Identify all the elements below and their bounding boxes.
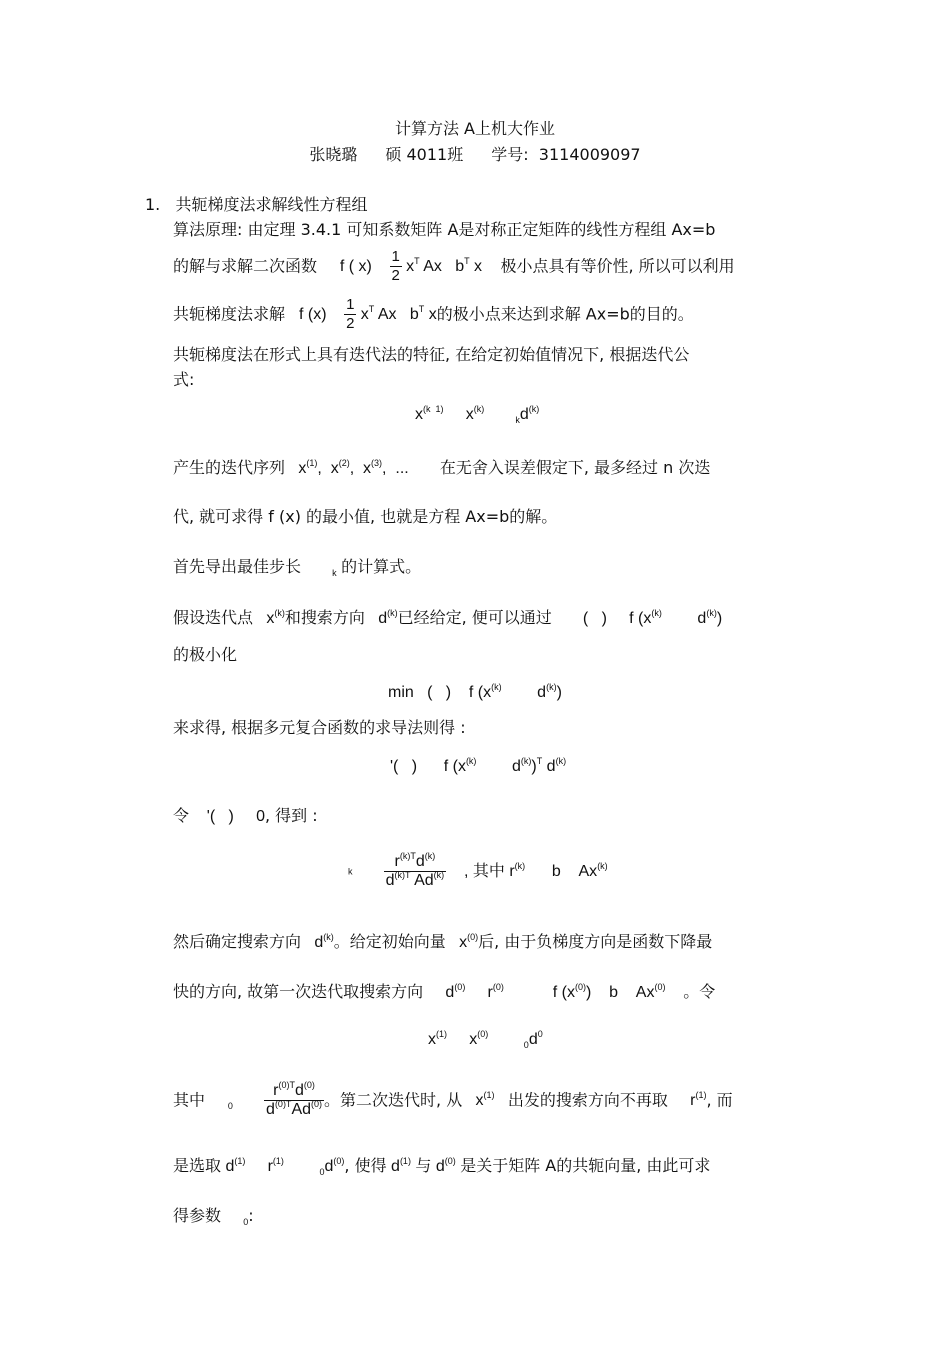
section-heading [145, 195, 368, 215]
paragraph-line: 然后确定搜索方向 $d^{(k)}$。给定初始向量 $x^{(0)}$后, 由于负梯度方向是函数下降最 [173, 932, 713, 951]
initial-direction-formula: $d^{(0)}$ $r^{(0)}$ f $(x^{(0)})$ b Ax$^{(0)}$ [423, 982, 666, 1001]
paragraph-line: 假设迭代点 $x^{(k)}$和搜索方向 $d^{(k)}$已经给定, 便可以通过 ( ) f ($x^{(k)}$ $d^{(k)}$) [173, 608, 723, 627]
quadratic-function-formula: f ( x) $\frac{1}{2}$ $x^T$ Ax $b^T$ x [322, 248, 496, 284]
paragraph-line: 的解与求解二次函数 f ( x) $\frac{1}{2}$ $x^T$ Ax $b^T$ x 极小点具有等价性, 所以可以利用 [173, 248, 735, 284]
quadratic-function-formula: f (x) $\frac{1}{2}$ $x^T$ Ax $b^T$ x [290, 296, 437, 332]
minimization-formula: min ( ) f ($x^{(k)}$ $d^{(k)}$) [388, 682, 562, 701]
iteration-formula: $x^{(k 1)}$ $x^{(k)}$ $_kd^{(k)}$ [415, 404, 540, 425]
paragraph-line: 是选取 $d^{(1)}$ $r^{(1)}$ $_0d^{(0)}$, 使得 $d^{(1)}$ 与 $d^{(0)}$ 是关于矩阵 A的共轭向量, 由此可求 [173, 1156, 711, 1177]
section-number: 1. [145, 195, 161, 214]
document-title: 计算方法 A上机大作业 [394, 119, 556, 138]
paragraph-line: 得参数 $_0$: [173, 1206, 254, 1227]
paragraph-line: 快的方向, 故第一次迭代取搜索方向 $d^{(0)}$ $r^{(0)}$ f $(x^{(0)})$ b Ax$^{(0)}$ 。令 [173, 982, 716, 1001]
line-search-function-formula: ( ) f ($x^{(k)}$ $d^{(k)}$) [551, 608, 723, 627]
second-direction-formula: $d^{(1)}$ $r^{(1)}$ $_0d^{(0)}$ [221, 1156, 345, 1177]
paragraph-line: 来求得, 根据多元复合函数的求导法则得 : [173, 718, 466, 737]
paragraph-line: 令 '( ) 0, 得到 : [173, 806, 318, 825]
step-size-formula: k $\frac{r^{(k)T}d^{(k)}}{d^{(k)T} Ad^{(k)}}$ , 其中 $r^{(k)}$ b Ax$^{(k)}$ [348, 851, 608, 889]
paragraph-line: 的极小化 [173, 645, 238, 664]
paragraph-line: 算法原理: 由定理 3.4.1 可知系数矩阵 A是对称正定矩阵的线性方程组 Ax=b [173, 220, 716, 239]
step-size-symbol: k [332, 568, 337, 578]
paragraph-line: 产生的迭代序列 $x^{(1)}$, $x^{(2)}$, $x^{(3)}$, ... 在无舍入误差假定下, 最多经过 n 次迭 [173, 458, 711, 477]
paragraph-line: 共轭梯度法求解 f (x) $\frac{1}{2}$ $x^T$ Ax $b^T$ x的极小点来达到求解 Ax=b的目的。 [173, 296, 694, 332]
student-id-label: 学号: [491, 145, 529, 164]
author-class: 硕 4011班 [385, 145, 464, 164]
author-name: 张晓璐 [309, 145, 358, 164]
paragraph-line: 首先导出最佳步长 $_k$ 的计算式。 [173, 557, 422, 578]
iteration-sequence-formula: $x^{(1)}$, $x^{(2)}$, $x^{(3)}$, ... [285, 458, 440, 477]
zero-derivative-formula: '( ) 0 [189, 808, 265, 825]
paragraph-line: 其中 $_0$ $\frac{r^{(0)T}d^{(0)}}{d^{(0)T}Ad^{(0)}}$ 。第二次迭代时, 从 $x^{(1)}$ 出发的搜索方向不再取 $r^{(1)}$, 而 [173, 1080, 733, 1118]
author-line [0, 145, 950, 165]
student-id: 3114009097 [538, 145, 641, 164]
paragraph-line: 共轭梯度法在形式上具有迭代法的特征, 在给定初始值情况下, 根据迭代公 [173, 345, 690, 364]
paragraph-line: 代, 就可求得 f (x) 的最小值, 也就是方程 Ax=b的解。 [173, 507, 558, 526]
derivative-formula: '( ) f ($x^{(k)}$ $d^{(k)})^T$ $d^{(k)}$ [390, 756, 567, 775]
first-iteration-formula: $x^{(1)}$ $x^{(0)}$ $_0d^0$ [428, 1029, 543, 1050]
section-title: 共轭梯度法求解线性方程组 [175, 195, 368, 214]
alpha-zero-formula: $_0$ $\frac{r^{(0)T}d^{(0)}}{d^{(0)T}Ad^{(0)}}$ [227, 1080, 323, 1118]
paragraph-line: 式: [173, 370, 195, 389]
